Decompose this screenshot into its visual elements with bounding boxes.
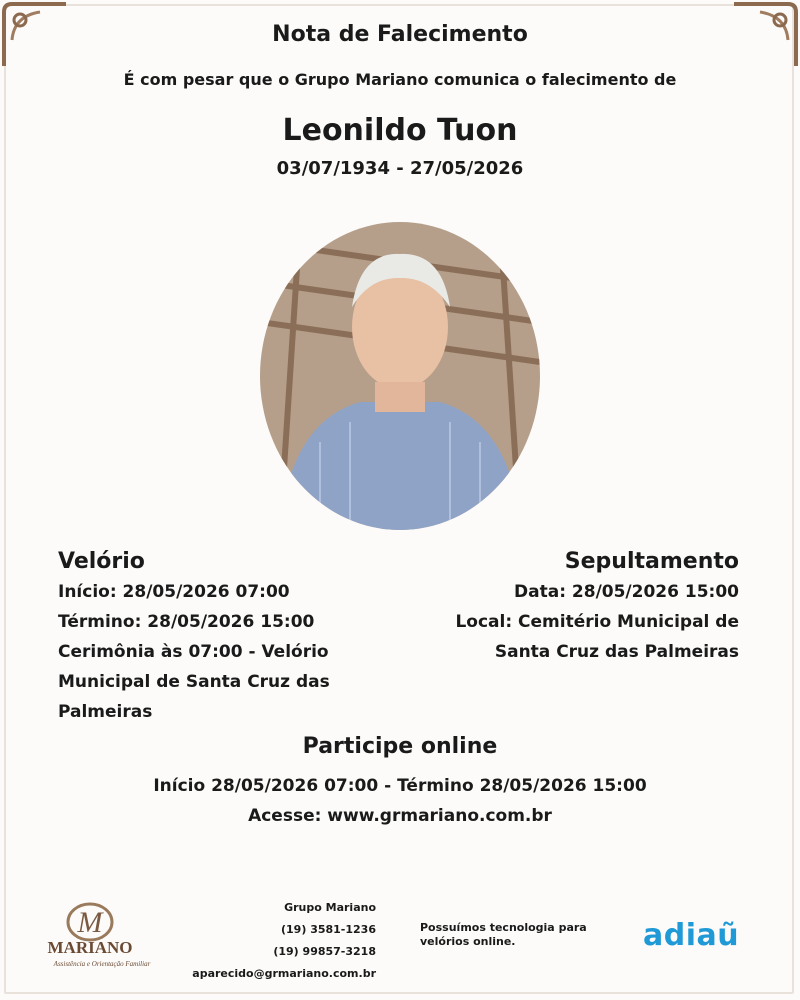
company-name: Grupo Mariano bbox=[284, 901, 376, 914]
announcement-text: É com pesar que o Grupo Mariano comunica o falecimento de bbox=[123, 70, 677, 89]
online-website: Acesse: www.grmariano.com.br bbox=[248, 806, 552, 826]
phone-mobile: (19) 99857-3218 bbox=[273, 945, 376, 958]
sepultamento-location-line: Local: Cemitério Municipal de bbox=[455, 612, 739, 632]
svg-text:M: M bbox=[77, 906, 103, 939]
sepultamento-heading: Sepultamento bbox=[564, 549, 739, 574]
contact-email: aparecido@grmariano.com.br bbox=[192, 967, 376, 980]
life-dates: 03/07/1934 - 27/05/2026 bbox=[276, 158, 524, 179]
sepultamento-date: Data: 28/05/2026 15:00 bbox=[514, 582, 739, 602]
velorio-ceremony-line: Municipal de Santa Cruz das bbox=[58, 672, 330, 692]
online-heading: Participe online bbox=[302, 734, 498, 759]
velorio-section bbox=[58, 547, 368, 727]
deceased-name: Leonildo Tuon bbox=[282, 113, 518, 148]
sepultamento-location-line: Santa Cruz das Palmeiras bbox=[494, 642, 739, 662]
online-period: Início 28/05/2026 07:00 - Término 28/05/2026 15:00 bbox=[153, 776, 647, 796]
mariano-logo bbox=[40, 900, 165, 975]
velorio-ceremony-line: Palmeiras bbox=[58, 702, 153, 722]
logo-tagline: Assistência e Orientação Familiar bbox=[53, 960, 151, 968]
velorio-start: Início: 28/05/2026 07:00 bbox=[58, 582, 290, 602]
velorio-heading: Velório bbox=[58, 549, 145, 574]
page-title: Nota de Falecimento bbox=[272, 22, 528, 47]
contact-info bbox=[192, 897, 376, 985]
logo-text: MARIANO bbox=[47, 938, 133, 957]
sepultamento-section bbox=[419, 547, 739, 667]
velorio-ceremony-line: Cerimônia às 07:00 - Velório bbox=[58, 642, 329, 662]
online-tech-note: Possuímos tecnologia para velórios online. bbox=[420, 921, 587, 948]
partner-logo: adiaũ bbox=[643, 918, 740, 953]
velorio-end: Término: 28/05/2026 15:00 bbox=[58, 612, 315, 632]
phone-landline: (19) 3581-1236 bbox=[281, 923, 376, 936]
deceased-photo bbox=[260, 222, 540, 530]
